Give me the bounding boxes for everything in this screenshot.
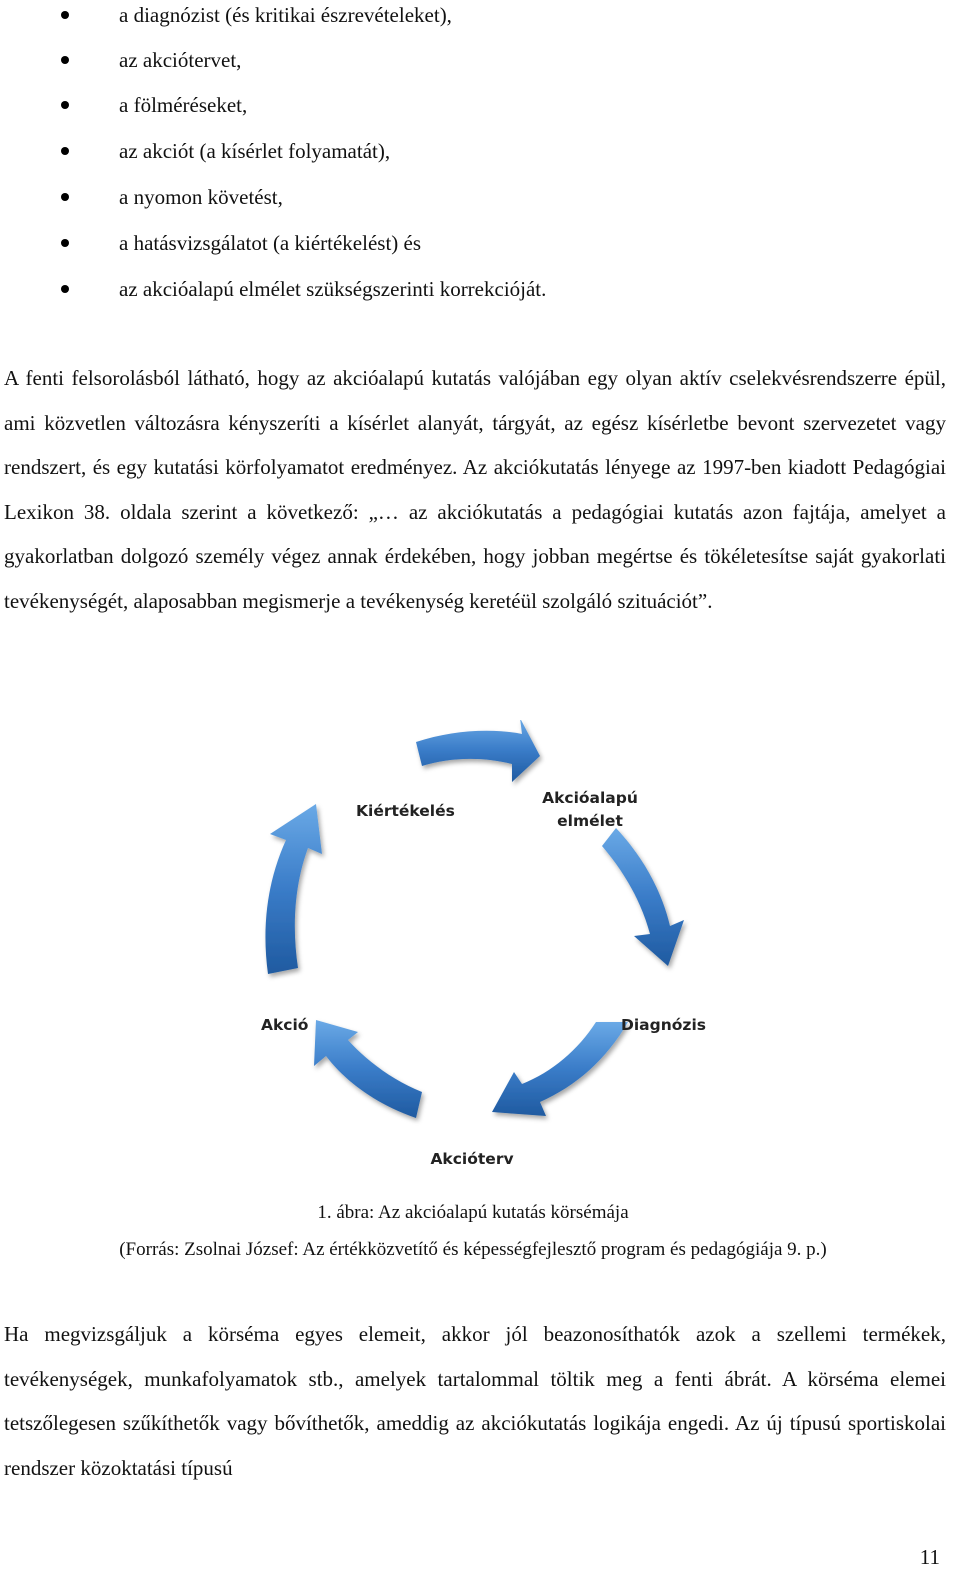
list-item-text: a fölméréseket, [119, 93, 248, 117]
bullet-icon [61, 101, 69, 109]
diagram-label-akcio: Akció [261, 1016, 309, 1034]
bullet-icon [61, 147, 69, 155]
list-item-text: a hatásvizsgálatot (a kiértékelést) és [119, 231, 422, 255]
cycle-diagram [240, 720, 720, 1180]
diagram-label-elmelet-line2: elmélet [557, 812, 623, 830]
page-number: 11 [919, 1545, 940, 1569]
bullet-icon [61, 56, 69, 64]
cycle-arrow-left [265, 804, 322, 974]
cycle-arrow-right [602, 828, 684, 966]
diagram-label-diagnozis: Diagnózis [621, 1016, 706, 1034]
body-paragraph: A fenti felsorolásból látható, hogy az akcióalapú kutatás valójában egy olyan aktív cselekvésrendszerre épül, ami közvetlen változásra kényszeríti a kísérlet alanyát, tárgyát, az egész kísérletbe bevont szervezetet vagy rendszert, és egy kutatási körfolyamatot eredményez. Az akciókutatás lényege az 1997-ben kiadott Pedagógiai Lexikon 38. oldala szerint a következő: „… az akciókutatás a pedagógiai kutatás azon fajtája, amelyet a gyakorlatban dolgozó személy végez annak érdekében, hogy jobban megértse és tökéletesítse saját gyakorlati tevékenységét, alaposabban megismerje a tevékenység keretéül szolgáló szituációt”. [4, 366, 946, 613]
diagram-label-akcioterv: Akcióterv [430, 1150, 514, 1168]
diagram-label-elmelet-line1: Akcióalapú [542, 789, 638, 807]
body-paragraph-2: Ha megvizsgáljuk a körséma egyes elemeit, akkor jól beazonosíthatók azok a szellemi termékek, tevékenységek, munkafolyamatok stb., amelyek tartalommal töltik meg a fenti ábrát. A körséma elemei tetszőlegesen szűkíthetők vagy bővíthetők, ameddig az akciókutatás logikája engedi. Az új típusú sportiskolai rendszer közoktatási típusú [4, 1322, 946, 1480]
list-item-text: a nyomon követést, [119, 185, 283, 209]
figure-source: (Forrás: Zsolnai József: Az értékközvetítő és képességfejlesztő program és pedagógiája 9. p.) [119, 1239, 827, 1260]
diagram-label-kiertekeles: Kiértékelés [356, 802, 455, 820]
list-item-text: az akcióalapú elmélet szükségszerinti korrekcióját. [119, 277, 547, 301]
bullet-icon [61, 239, 69, 247]
bullet-icon [61, 193, 69, 201]
list-item-text: az akciót (a kísérlet folyamatát), [119, 139, 391, 163]
list-item-text: a diagnózist (és kritikai észrevételeket), [119, 3, 452, 27]
bullet-icon [61, 11, 69, 19]
bullet-icon [61, 285, 69, 293]
cycle-arrow-bottom-right [492, 1022, 628, 1116]
cycle-arrow-top [416, 720, 540, 782]
list-item-text: az akciótervet, [119, 48, 242, 72]
figure-caption: 1. ábra: Az akcióalapú kutatás körsémája [317, 1202, 629, 1223]
cycle-arrow-bottom-left [314, 1020, 422, 1118]
